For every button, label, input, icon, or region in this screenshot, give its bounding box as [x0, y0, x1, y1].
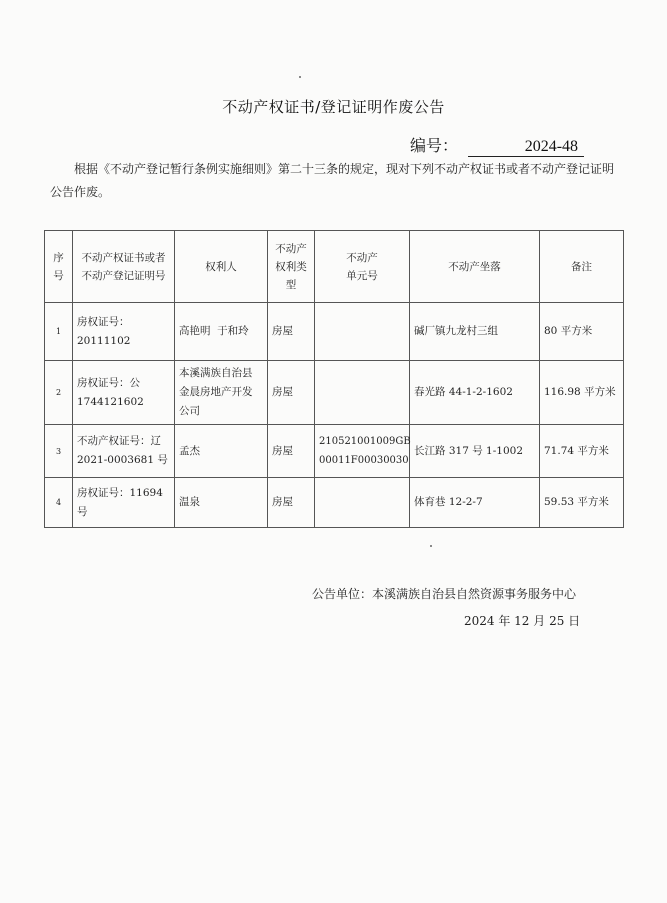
cell-holder-text: 孟杰: [179, 444, 200, 457]
cell-unit-number-line2: 00011F00030030: [319, 455, 409, 466]
cell-holder: [175, 303, 268, 361]
cell-certificate-line2: 2021-0003681 号: [77, 454, 168, 466]
header-certificate-line1: 不动产权证书或者: [81, 251, 166, 264]
cell-holder: [175, 361, 268, 425]
cell-holder: [175, 425, 268, 478]
cell-holder-text: 温泉: [179, 496, 200, 508]
cell-certificate-line1: 房权证号：11694: [77, 486, 163, 499]
cell-right-type: 房屋: [268, 361, 315, 425]
cell-address: 体育巷 12-2-7: [410, 478, 540, 528]
cell-right-type: 房屋: [268, 478, 315, 528]
cell-unit-number: [315, 361, 410, 425]
cell-address: 碱厂镇九龙村三组: [410, 303, 540, 361]
cell-note: 59.53 平方米: [540, 478, 624, 528]
cell-seq: 1: [45, 303, 73, 361]
cell-certificate: [73, 361, 175, 425]
header-seq: 序号: [45, 231, 73, 303]
table-header-row: [45, 231, 624, 303]
cell-certificate-line1: 不动产权证号：辽: [77, 435, 161, 447]
issue-date: 2024 年 12 月 25 日: [464, 614, 581, 628]
cell-unit-number: [315, 303, 410, 361]
cell-note: 71.74 平方米: [540, 425, 624, 478]
document-number: [410, 133, 584, 157]
cell-address: 春光路 44-1-2-1602: [410, 361, 540, 425]
cell-certificate-line1: 房权证号：公: [77, 376, 140, 389]
header-right-type: [268, 231, 315, 303]
header-right-type-line2: 权利类型: [275, 260, 307, 291]
cell-note: 80 平方米: [540, 303, 624, 361]
cell-holder-line1: 本溪满族自治县: [179, 367, 253, 379]
cell-certificate: [73, 425, 175, 478]
cell-seq: 4: [45, 478, 73, 528]
document-number-value: 2024-48: [468, 138, 584, 157]
cell-certificate-line2: 号: [77, 505, 88, 518]
table-row: [45, 303, 624, 361]
cell-certificate: [73, 303, 175, 361]
header-unit-number-line2: 单元号: [346, 269, 378, 282]
scan-speck: [430, 545, 432, 547]
header-certificate-line2: 不动产登记证明号: [81, 269, 166, 282]
cell-seq: 3: [45, 425, 73, 478]
cell-note: 116.98 平方米: [540, 361, 624, 425]
cell-holder-line3: 公司: [179, 405, 200, 417]
cell-unit-number: [315, 425, 410, 478]
cell-unit-number: [315, 478, 410, 528]
cell-certificate-line2: 1744121602: [77, 395, 144, 408]
header-note: 备注: [540, 231, 624, 303]
header-right-type-line1: 不动产: [275, 242, 307, 255]
header-unit-number: [315, 231, 410, 303]
table-row: [45, 361, 624, 425]
header-address: 不动产坐落: [410, 231, 540, 303]
cell-certificate: [73, 478, 175, 528]
cell-seq: 2: [45, 361, 73, 425]
cell-certificate-line2: 20111102: [77, 334, 131, 347]
scan-speck: [299, 76, 301, 78]
cell-holder-text: 高艳明 于和玲: [179, 325, 249, 337]
header-certificate: [73, 231, 175, 303]
cell-unit-number-line1: 210521001009GB: [319, 436, 411, 447]
cell-right-type: 房屋: [268, 303, 315, 361]
header-holder: 权利人: [175, 231, 268, 303]
cell-right-type: 房屋: [268, 425, 315, 478]
cell-certificate-line1: 房权证号：: [77, 315, 130, 328]
page-title: 不动产权证书/登记证明作废公告: [222, 98, 445, 116]
document-number-label: 编号：: [410, 136, 459, 155]
void-certificate-table: [44, 230, 624, 528]
table-row: [45, 425, 624, 478]
cell-address: 长江路 317 号 1-1002: [410, 425, 540, 478]
cell-holder-line2: 金晨房地产开发: [179, 386, 253, 398]
cell-holder: [175, 478, 268, 528]
header-unit-number-line1: 不动产: [346, 251, 378, 264]
table-row: [45, 478, 624, 528]
issuer-line: 公告单位：本溪满族自治县自然资源事务服务中心: [312, 587, 577, 601]
intro-paragraph: 根据《不动产登记暂行条例实施细则》第二十三条的规定，现对下列不动产权证书或者不动产登记证明公告作废。: [50, 162, 615, 199]
